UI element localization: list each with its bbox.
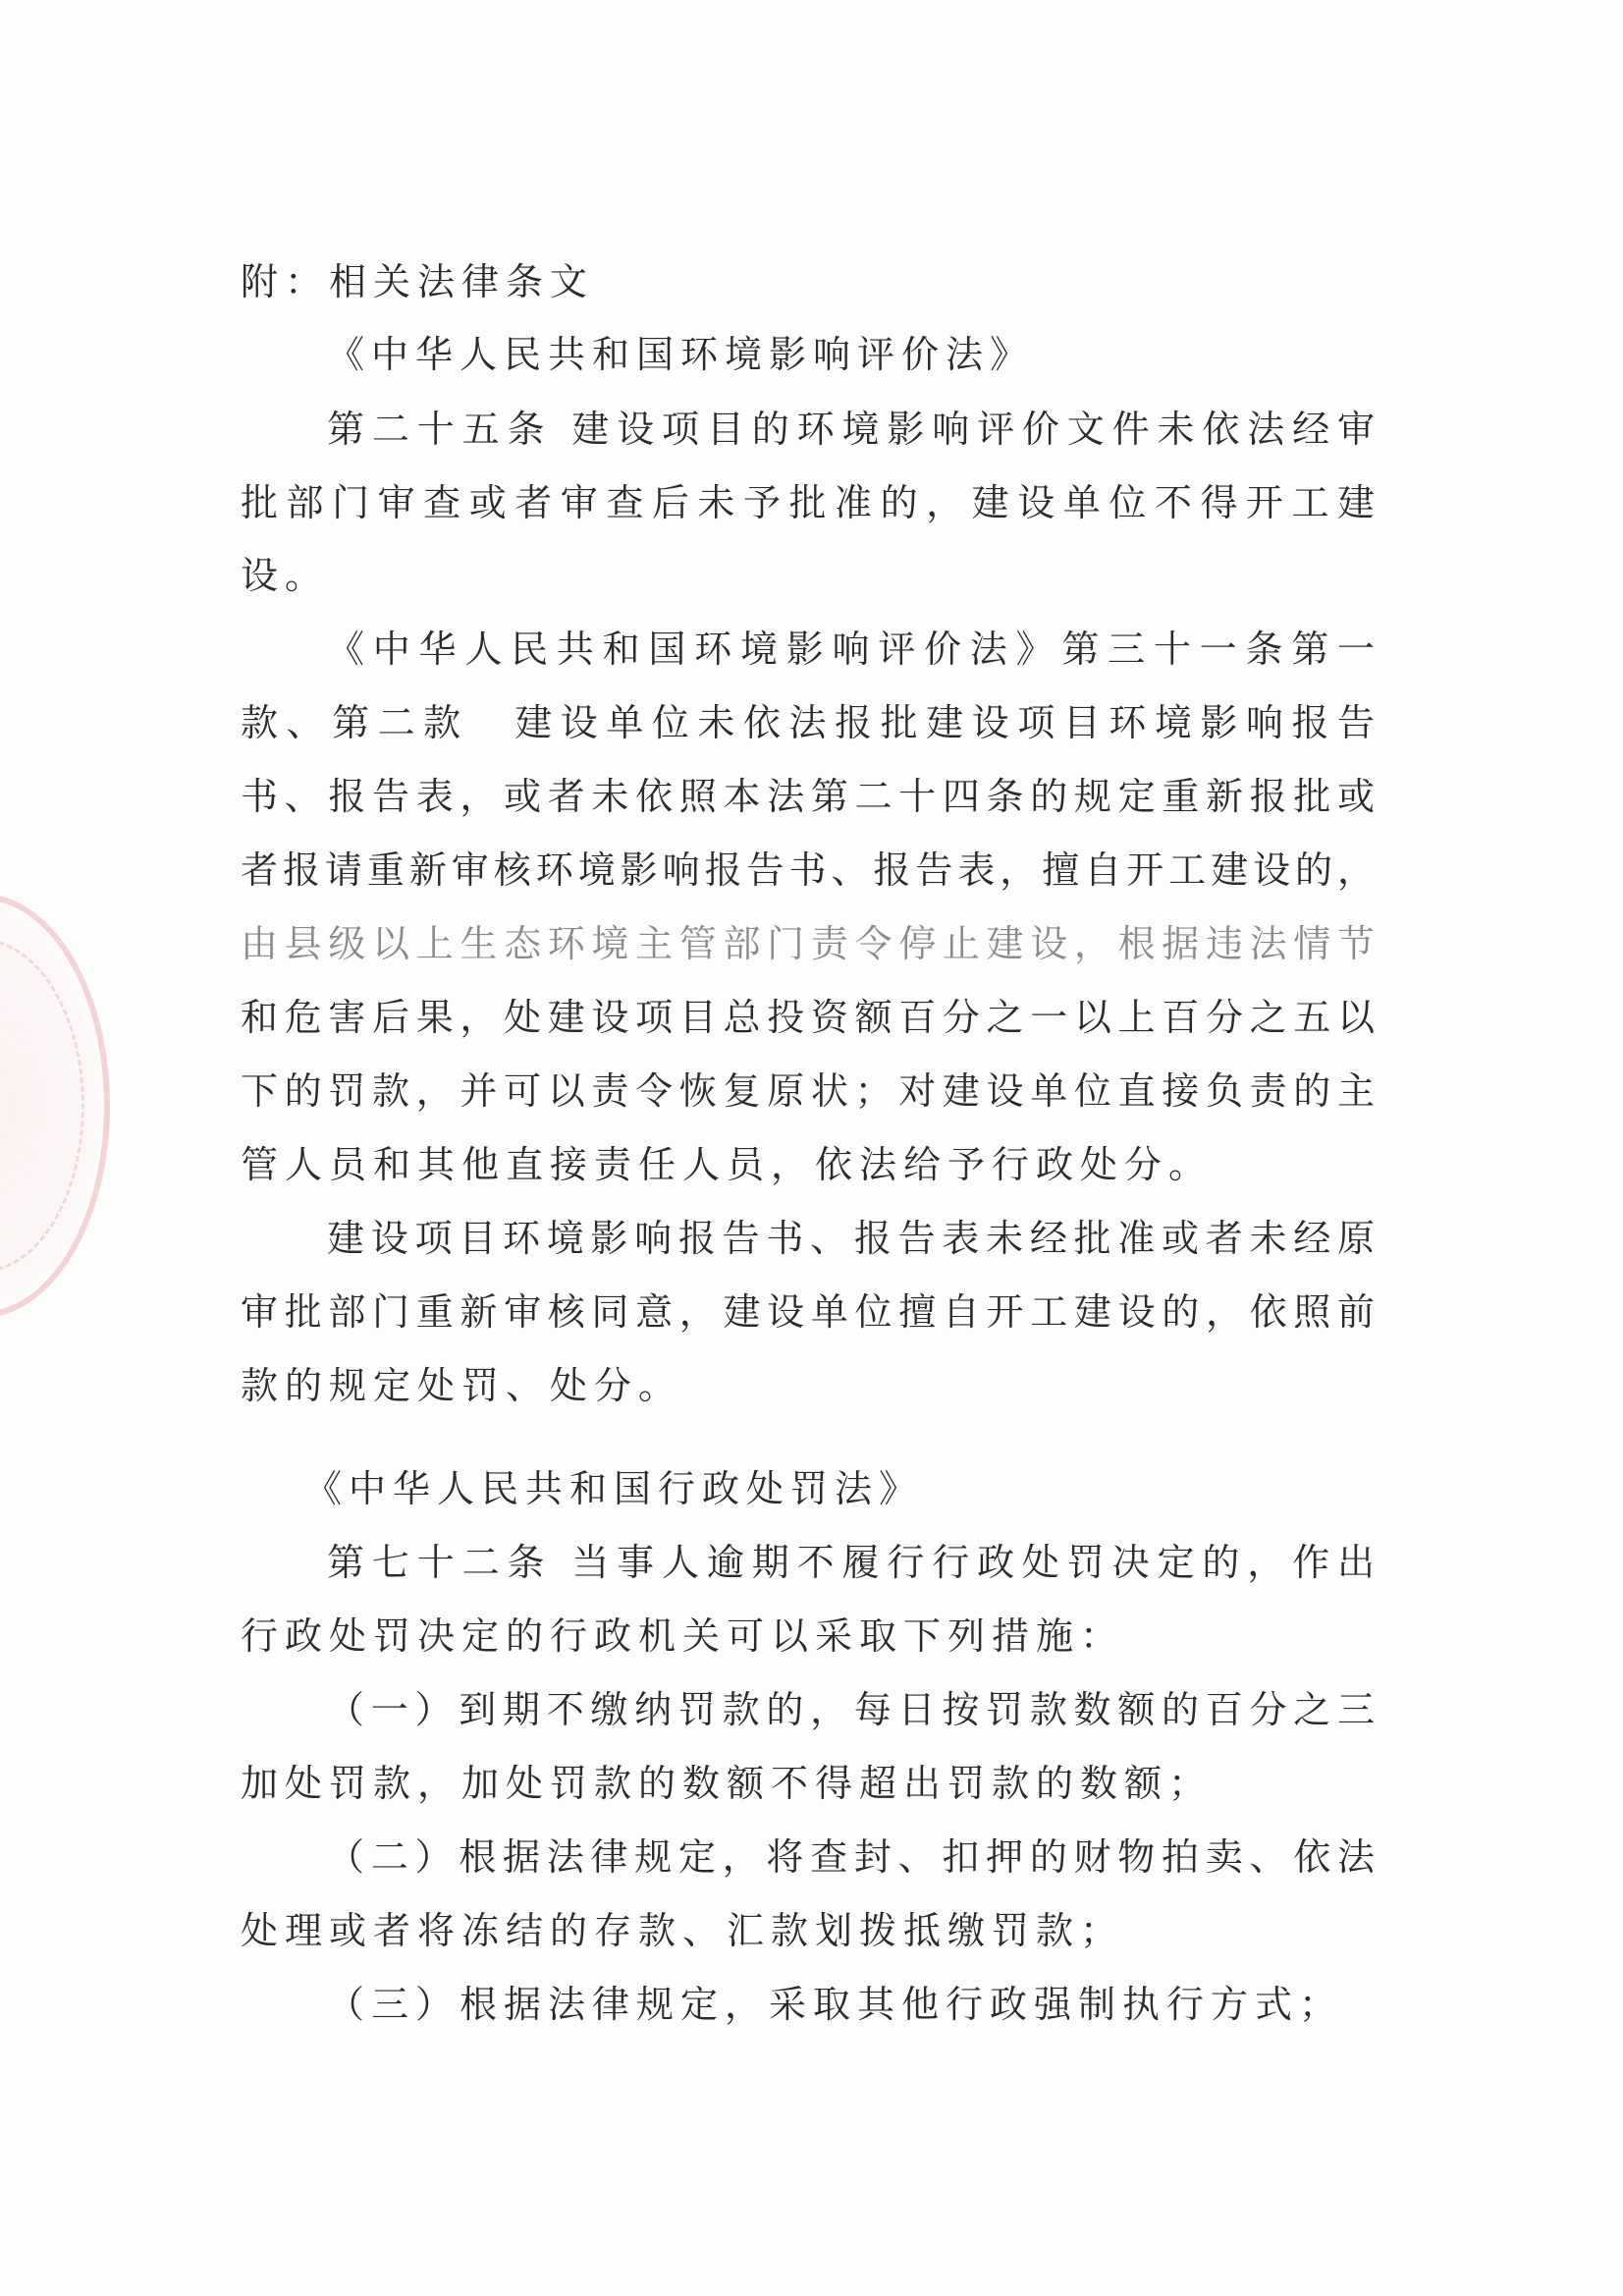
article-31-line: 书、报告表，或者未依照本法第二十四条的规定重新报批或: [241, 775, 1375, 818]
measure-item-3: （三）根据法律规定，采取其他行政强制执行方式；: [327, 1983, 1344, 2026]
measure-item-2: 处理或者将冻结的存款、汇款划拨抵缴罚款；: [241, 1909, 1125, 1952]
law-title-eia: 《中华人民共和国环境影响评价法》: [327, 333, 1035, 376]
article-25-line: 设。: [241, 554, 330, 597]
official-seal-stamp: [0, 894, 110, 1318]
article-25-line: 批部门审查或者审查后未予批准的，建设单位不得开工建: [241, 481, 1375, 524]
measure-item-1: （一）到期不缴纳罚款的，每日按罚款数额的百分之三: [327, 1688, 1375, 1731]
article-31-para2-line: 审批部门重新审核同意，建设单位擅自开工建设的，依照前: [241, 1290, 1375, 1334]
measure-item-1: 加处罚款，加处罚款的数额不得超出罚款的数额；: [241, 1762, 1214, 1805]
article-25-line: 第二十五条 建设项目的环境影响评价文件未依法经审: [327, 408, 1375, 451]
article-72-line: 行政处罚决定的行政机关可以采取下列措施：: [241, 1614, 1125, 1658]
article-31-line: 《中华人民共和国环境影响评价法》第三十一条第一: [327, 628, 1375, 671]
article-31-line: 下的罚款，并可以责令恢复原状；对建设单位直接负责的主: [241, 1069, 1375, 1113]
article-31-line: 管人员和其他直接责任人员，依法给予行政处分。: [241, 1143, 1214, 1186]
article-31-para2-line: 建设项目环境影响报告书、报告表未经批准或者未经原: [327, 1217, 1375, 1260]
article-31-line: 由县级以上生态环境主管部门责令停止建设，根据违法情节: [241, 922, 1375, 965]
article-31-para2-line: 款的规定处罚、处分。: [241, 1364, 683, 1407]
article-31-line: 款、第二款 建设单位未依法报批建设项目环境影响报告: [241, 701, 1375, 744]
article-31-line: 者报请重新审核环境影响报告书、报告表，擅自开工建设的，: [241, 848, 1375, 892]
attachment-title: 附：相关法律条文: [241, 260, 595, 303]
measure-item-2: （二）根据法律规定，将查封、扣押的财物拍卖、依法: [327, 1835, 1375, 1879]
official-seal-inner-ring: [0, 939, 84, 1273]
article-31-line: 和危害后果，处建设项目总投资额百分之一以上百分之五以: [241, 996, 1375, 1039]
article-72-line: 第七十二条 当事人逾期不履行行政处罚决定的，作出: [327, 1541, 1375, 1584]
law-title-administrative-penalty: 《中华人民共和国行政处罚法》: [304, 1467, 924, 1510]
